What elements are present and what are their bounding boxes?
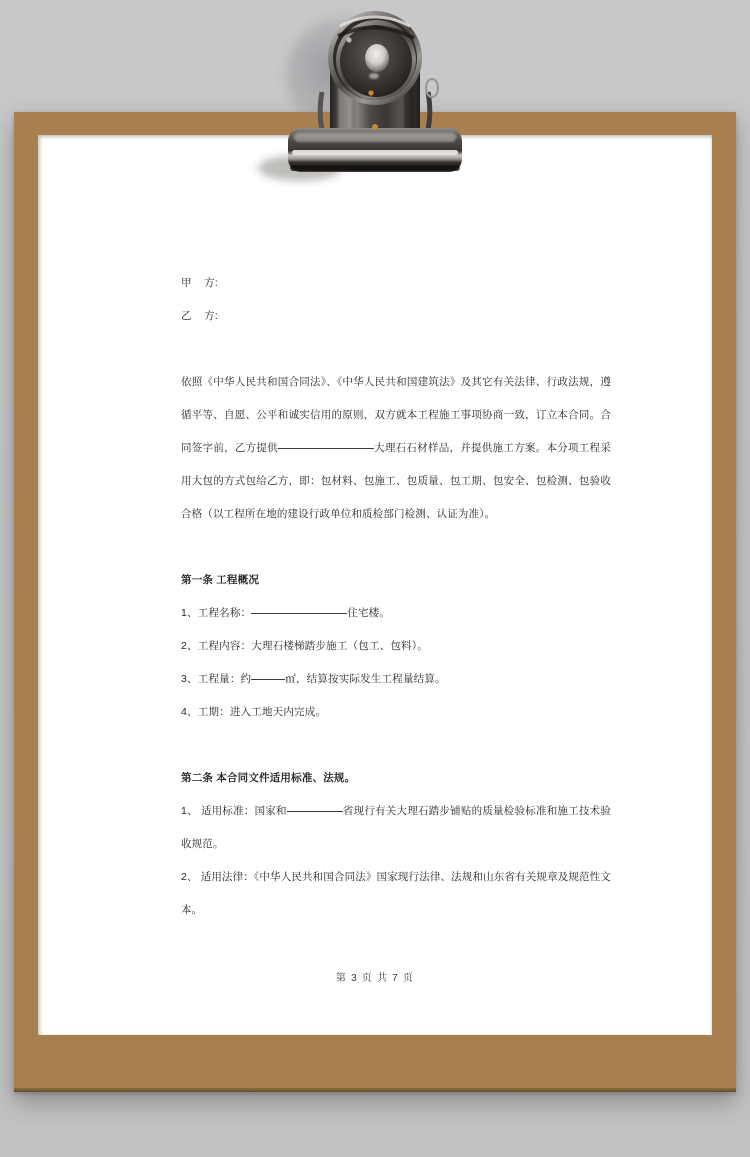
preamble-text-part2: 大理石石材样品，并提供施工方案。本分项工程采用大包的方式包给乙方，即：包材料、包施工、包质量、包工期、包安全、包检测、包验收合格（以工程所在地的建设行政单位和质检部门检测、认证为准）。 bbox=[181, 442, 611, 520]
clip-spring-loop bbox=[426, 79, 438, 97]
clip-head-amber-reflection bbox=[368, 90, 373, 95]
section-2-item-1 bbox=[181, 795, 611, 861]
project-name-blank-field[interactable] bbox=[251, 613, 347, 614]
document-body bbox=[181, 267, 611, 927]
item-suffix: 住宅楼。 bbox=[347, 607, 391, 619]
item-suffix: ㎡，结算按实际发生工程量结算。 bbox=[285, 673, 446, 685]
preamble-blank-field[interactable] bbox=[278, 448, 374, 449]
spacer bbox=[181, 531, 611, 564]
section-2-item-2: 2、 适用法律：《中华人民共和国合同法》国家现行法律、法规和山东省有关规章及规范性文本。 bbox=[181, 871, 611, 916]
section-1-item-3 bbox=[181, 663, 611, 696]
party-line-yifang: 乙 方: bbox=[181, 310, 218, 322]
preamble-paragraph bbox=[181, 366, 611, 531]
clip-head-top-specular bbox=[340, 17, 410, 26]
section-1-item-4: 4、工期：进入工地天内完成。 bbox=[181, 706, 327, 718]
clip-head-face bbox=[340, 25, 412, 97]
party-line-jiafang: 甲 方: bbox=[181, 277, 218, 289]
preamble-text-part1: 依照《中华人民共和国合同法》、《中华人民共和国建筑法》及其它有关法律、行政法规，遵循平等、自愿、公平和诚实信用的原则，双方就本工程施工事项协商一致，订立本合同。合同签字前，乙方提供 bbox=[181, 376, 611, 454]
clipboard-board bbox=[14, 112, 736, 1092]
section-1-item-2: 2、工程内容：大理石楼梯踏步施工（包工、包料）。 bbox=[181, 640, 428, 652]
clip-head-sparkle bbox=[346, 37, 351, 42]
section-heading-2: 第二条 本合同文件适用标准、法规。 bbox=[181, 772, 356, 784]
item-suffix: 省现行有关大理石踏步铺贴的质量检验标准和施工技术验收规范。 bbox=[181, 805, 611, 850]
clip-head-outer-rim bbox=[328, 11, 422, 105]
spacer bbox=[181, 333, 611, 366]
item-text: 3、工程量：约 bbox=[181, 673, 252, 685]
section-1-item-1 bbox=[181, 597, 611, 630]
spacer bbox=[181, 729, 611, 762]
province-blank-field[interactable] bbox=[287, 811, 343, 812]
clip-head-lower-glint bbox=[369, 73, 379, 79]
quantity-blank-field[interactable] bbox=[251, 679, 285, 680]
item-text: 1、工程名称： bbox=[181, 607, 252, 619]
page-footer: 第 3 页 共 7 页 bbox=[335, 973, 415, 984]
clip-head-top-groove bbox=[338, 27, 414, 38]
clip-head-inner-rim bbox=[336, 20, 416, 100]
clip-head-rim-groove bbox=[333, 16, 417, 100]
section-heading-1: 第一条 工程概况 bbox=[181, 574, 260, 586]
clip-head-dimple bbox=[365, 44, 389, 72]
document-paper bbox=[38, 135, 712, 1035]
item-text: 1、 适用标准：国家和 bbox=[181, 805, 287, 817]
